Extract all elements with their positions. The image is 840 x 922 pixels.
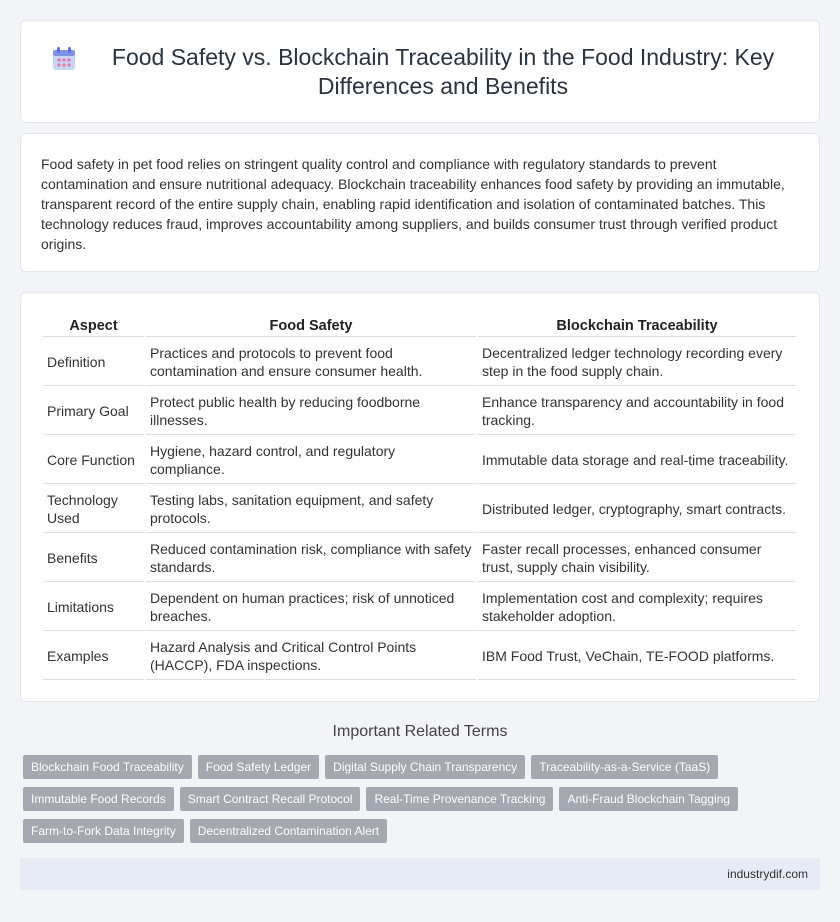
- cell-blockchain: IBM Food Trust, VeChain, TE-FOOD platforms.: [478, 633, 796, 680]
- cell-blockchain: Implementation cost and complexity; requires stakeholder adoption.: [478, 584, 796, 631]
- page-title: Food Safety vs. Blockchain Traceability in the Food Industry: Key Differences and Benefits: [111, 43, 775, 99]
- header-card: [20, 20, 820, 123]
- table-row: [43, 486, 796, 533]
- footer: [20, 858, 820, 890]
- cell-aspect: Primary Goal: [43, 388, 144, 435]
- header-blockchain-traceability: Blockchain Traceability: [478, 315, 796, 337]
- cell-blockchain: Decentralized ledger technology recording every step in the food supply chain.: [478, 339, 796, 386]
- related-tag[interactable]: Food Safety Ledger: [198, 755, 319, 779]
- related-tag[interactable]: Immutable Food Records: [23, 787, 174, 811]
- cell-food-safety: Hazard Analysis and Critical Control Points (HACCP), FDA inspections.: [146, 633, 476, 680]
- cell-food-safety: Testing labs, sanitation equipment, and safety protocols.: [146, 486, 476, 533]
- cell-blockchain: Immutable data storage and real-time traceability.: [478, 437, 796, 484]
- comparison-table: [41, 313, 798, 682]
- cell-aspect: Definition: [43, 339, 144, 386]
- cell-aspect: Benefits: [43, 535, 144, 582]
- related-tag[interactable]: Digital Supply Chain Transparency: [325, 755, 525, 779]
- cell-blockchain: Faster recall processes, enhanced consumer trust, supply chain visibility.: [478, 535, 796, 582]
- table-row: [43, 584, 796, 631]
- cell-food-safety: Reduced contamination risk, compliance with safety standards.: [146, 535, 476, 582]
- cell-food-safety: Practices and protocols to prevent food contamination and ensure consumer health.: [146, 339, 476, 386]
- related-terms-tags: [23, 755, 823, 843]
- cell-food-safety: Protect public health by reducing foodborne illnesses.: [146, 388, 476, 435]
- table-row: [43, 535, 796, 582]
- related-tag[interactable]: Real-Time Provenance Tracking: [366, 787, 553, 811]
- related-tag[interactable]: Blockchain Food Traceability: [23, 755, 192, 779]
- cell-food-safety: Dependent on human practices; risk of unnoticed breaches.: [146, 584, 476, 631]
- table-header-row: [43, 315, 796, 337]
- intro-card: [20, 133, 820, 272]
- table-row: [43, 339, 796, 386]
- related-tag[interactable]: Decentralized Contamination Alert: [190, 819, 387, 843]
- calendar-icon: [51, 46, 77, 72]
- cell-blockchain: Distributed ledger, cryptography, smart contracts.: [478, 486, 796, 533]
- intro-text: Food safety in pet food relies on stringent quality control and compliance with regulatory standards to prevent contamination and ensure nutritional adequacy. Blockchain traceability enhances food safety by providing an immutable, transparent record of the entire supply chain, enabling rapid identification and isolation of contaminated batches. This technology reduces fraud, improves accountability among suppliers, and builds consumer trust through verified product origins.: [41, 156, 785, 252]
- related-tag[interactable]: Traceability-as-a-Service (TaaS): [531, 755, 718, 779]
- header-food-safety: Food Safety: [146, 315, 476, 337]
- header-aspect: Aspect: [43, 315, 144, 337]
- table-row: [43, 388, 796, 435]
- table-row: [43, 633, 796, 680]
- comparison-table-card: [20, 292, 820, 702]
- cell-aspect: Examples: [43, 633, 144, 680]
- table-row: [43, 437, 796, 484]
- related-tag[interactable]: Farm-to-Fork Data Integrity: [23, 819, 184, 843]
- cell-aspect: Core Function: [43, 437, 144, 484]
- cell-blockchain: Enhance transparency and accountability in food tracking.: [478, 388, 796, 435]
- cell-aspect: Technology Used: [43, 486, 144, 533]
- cell-food-safety: Hygiene, hazard control, and regulatory compliance.: [146, 437, 476, 484]
- related-tag[interactable]: Smart Contract Recall Protocol: [180, 787, 361, 811]
- cell-aspect: Limitations: [43, 584, 144, 631]
- related-terms-title: Important Related Terms: [332, 723, 508, 740]
- footer-site-link[interactable]: industrydif.com: [727, 867, 808, 881]
- related-tag[interactable]: Anti-Fraud Blockchain Tagging: [559, 787, 738, 811]
